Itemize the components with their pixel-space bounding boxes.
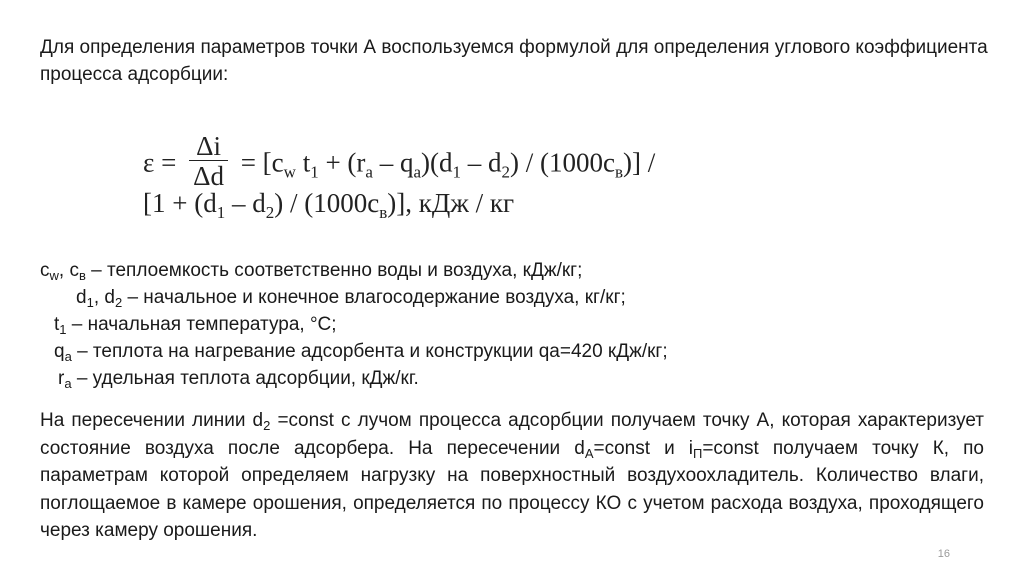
definition-ra	[58, 365, 958, 392]
formula-line-1	[143, 131, 656, 195]
def-sub: a	[64, 349, 72, 364]
para-sub: A	[584, 445, 594, 461]
formula-lhs: ε =	[143, 147, 177, 178]
definition-qa	[54, 338, 954, 365]
formula-term: – d	[461, 147, 502, 178]
definitions-list	[40, 257, 940, 392]
def-text: – начальное и конечное влагосодержание воздуха, кг/кг;	[122, 287, 626, 308]
formula-sub: 1	[216, 203, 226, 222]
formula-term: [1 + (d	[143, 188, 217, 218]
definition-d1-d2	[76, 284, 976, 311]
def-symbol: c	[40, 260, 50, 281]
def-text: – теплота на нагревание адсорбента и конструкции qa=420 кДж/кг;	[71, 341, 668, 362]
conclusion-paragraph	[40, 407, 984, 545]
formula-sub: a	[365, 162, 373, 182]
def-symbol: , d	[93, 287, 115, 308]
formula-term: = [c	[240, 147, 284, 178]
page-number: 16	[937, 548, 950, 560]
formula-term: )(d	[421, 147, 453, 178]
formula-term: t	[295, 147, 311, 178]
def-sub: в	[78, 268, 86, 283]
def-symbol: r	[58, 368, 65, 389]
formula-fraction	[189, 132, 228, 191]
para-text: =const получаем точку К, по параметрам которой определяем нагрузку на поверхностный воздухоохладитель. Количество влаги, поглощаемое в камере орошения, определяется по процессу КО с учетом расхода воздуха, проходящего через камеру орошения.	[40, 437, 984, 541]
def-text: – начальная температура, °С;	[66, 314, 337, 335]
para-sub: 2	[263, 418, 271, 433]
formula-sub: 1	[310, 162, 319, 182]
intro-text: Для определения параметров точки А воспользуемся формулой для определения углового коэффициента процесса адсорбции:	[40, 37, 988, 85]
formula-sub: a	[413, 162, 422, 182]
definition-cw-cv	[40, 257, 940, 284]
formula-sub: в	[614, 162, 623, 182]
formula-term: )], кДж / кг	[387, 188, 515, 218]
formula-sub: 2	[265, 203, 275, 222]
fraction-denominator: Δd	[193, 161, 224, 191]
def-symbol: t	[54, 314, 60, 335]
def-sub: w	[49, 268, 59, 283]
def-text: – теплоемкость соответственно воды и воздуха, кДж/кг;	[85, 260, 583, 281]
fraction-numerator: Δi	[189, 132, 228, 161]
definition-t1	[54, 311, 954, 338]
def-sub: 2	[114, 295, 123, 310]
formula-term: ) / (1000c	[274, 188, 380, 218]
def-sub: a	[64, 376, 72, 391]
para-text: =const с лучом процесса адсорбции получаем точку А, которая характеризует состояние воздуха после адсорбера. На пересечении d	[40, 410, 984, 459]
formula-sub: 1	[452, 162, 461, 182]
def-sub: 1	[59, 322, 67, 337]
para-text: На пересечении линии d	[40, 410, 264, 431]
para-text: =const и i	[593, 437, 693, 459]
def-text: – удельная теплота адсорбции, кДж/кг.	[71, 368, 419, 389]
formula-line-2	[143, 188, 515, 222]
para-sub: П	[692, 445, 703, 461]
formula-term: )] /	[623, 147, 656, 178]
def-symbol: , c	[58, 260, 79, 281]
formula-sub: w	[283, 162, 296, 182]
formula-sub: 2	[501, 162, 510, 182]
formula-term: + (r	[318, 147, 366, 178]
formula-term: ) / (1000c	[510, 147, 615, 178]
formula-term: – d	[225, 188, 266, 218]
def-sub: 1	[86, 295, 94, 310]
def-symbol: d	[76, 287, 87, 308]
formula-sub: в	[379, 203, 388, 222]
formula-term: – q	[372, 147, 414, 178]
def-symbol: q	[54, 341, 65, 362]
formula	[143, 114, 763, 224]
